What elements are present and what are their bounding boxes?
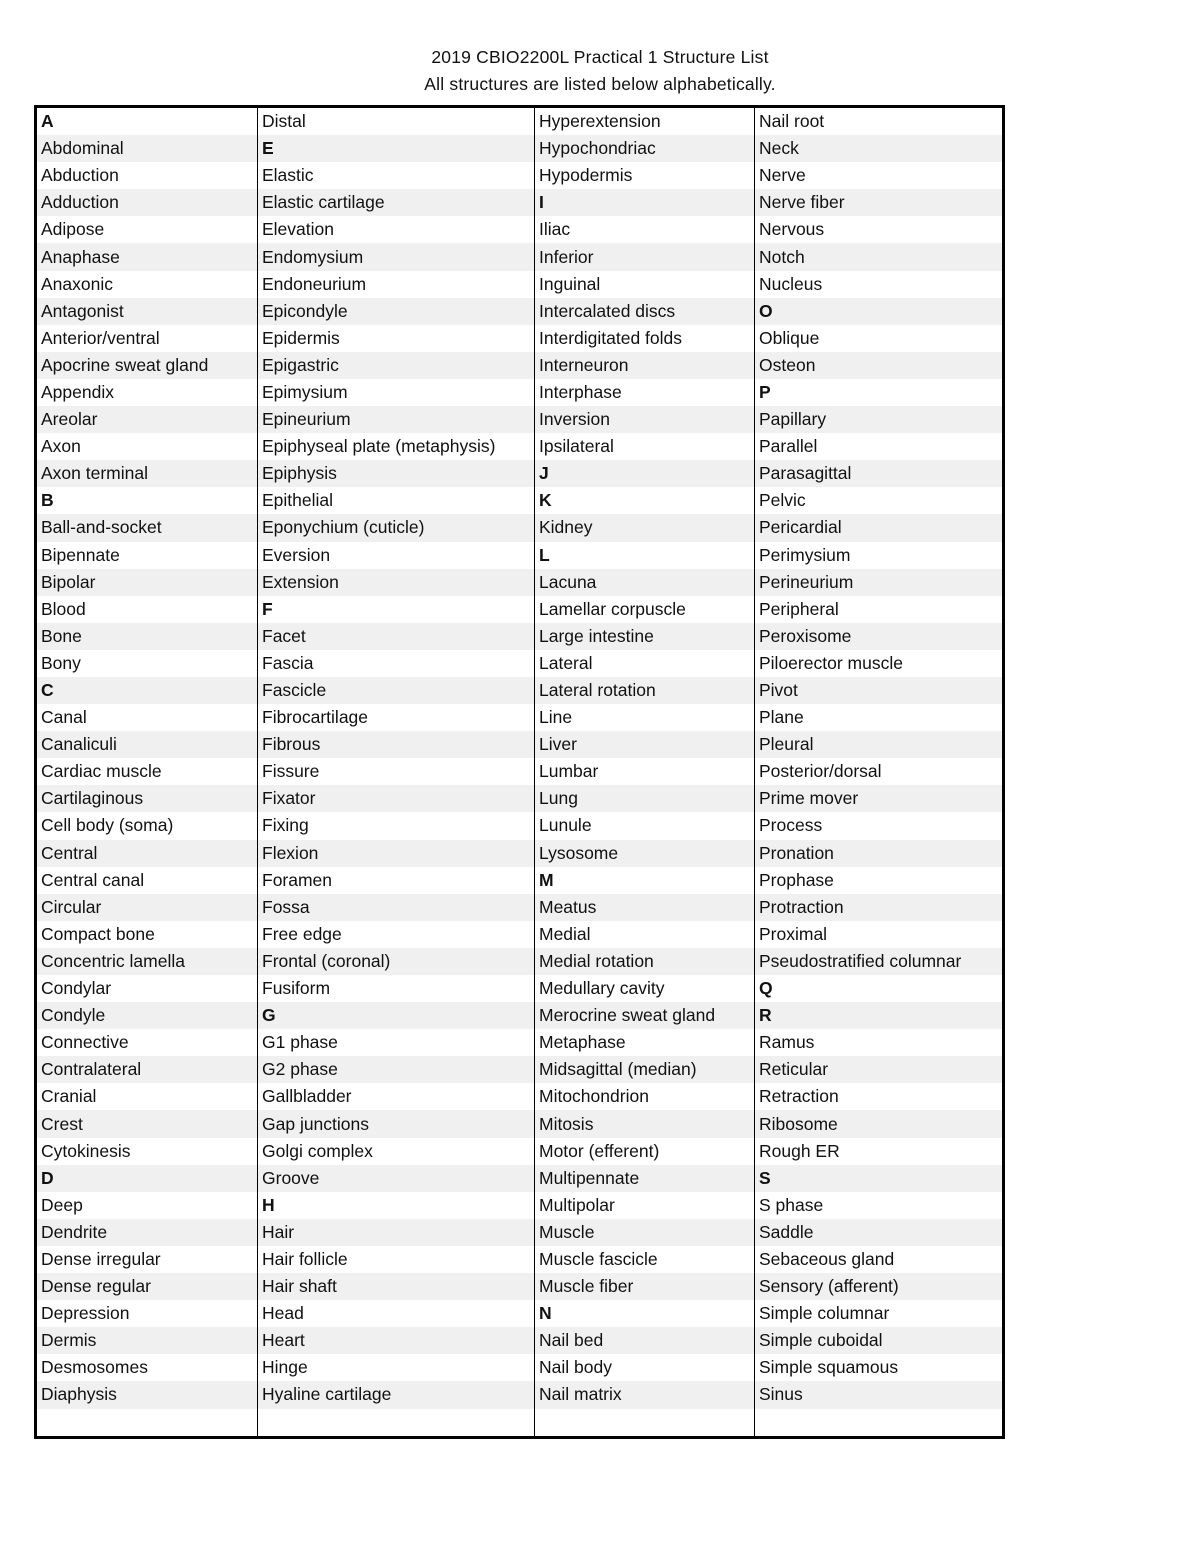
structure-cell xyxy=(755,1409,1004,1438)
structure-cell: Peroxisome xyxy=(755,623,1004,650)
structure-cell: Fusiform xyxy=(258,975,535,1002)
structure-cell: Protraction xyxy=(755,894,1004,921)
structure-cell: Osteon xyxy=(755,352,1004,379)
structure-cell: Kidney xyxy=(535,514,755,541)
table-row xyxy=(36,1409,1004,1438)
structure-cell: Piloerector muscle xyxy=(755,650,1004,677)
structure-cell: Condyle xyxy=(36,1002,258,1029)
table-row xyxy=(36,1327,1004,1354)
table-row xyxy=(36,514,1004,541)
structure-cell: Heart xyxy=(258,1327,535,1354)
structure-cell: Fibrocartilage xyxy=(258,704,535,731)
structure-cell: Pericardial xyxy=(755,514,1004,541)
structure-cell: Contralateral xyxy=(36,1056,258,1083)
structure-cell: Multipolar xyxy=(535,1192,755,1219)
table-row xyxy=(36,1083,1004,1110)
structure-cell: Ribosome xyxy=(755,1110,1004,1137)
structure-cell: Nail matrix xyxy=(535,1381,755,1408)
table-row xyxy=(36,677,1004,704)
structure-cell: Neck xyxy=(755,135,1004,162)
letter-heading-cell: H xyxy=(258,1192,535,1219)
letter-heading-cell: I xyxy=(535,189,755,216)
structure-cell: Mitochondrion xyxy=(535,1083,755,1110)
structure-cell: Sensory (afferent) xyxy=(755,1273,1004,1300)
structure-cell: Inversion xyxy=(535,406,755,433)
structure-cell: Epineurium xyxy=(258,406,535,433)
structure-cell: G2 phase xyxy=(258,1056,535,1083)
structure-cell: Appendix xyxy=(41,381,114,402)
structure-cell: Interdigitated folds xyxy=(535,325,755,352)
letter-heading-cell: B xyxy=(41,490,54,511)
structure-cell: Canaliculi xyxy=(36,731,258,758)
structure-cell: Lacuna xyxy=(535,569,755,596)
structure-cell: Epiphysis xyxy=(258,460,535,487)
structure-cell: Nail root xyxy=(755,107,1004,136)
structure-cell: Papillary xyxy=(755,406,1004,433)
structure-cell: Lamellar corpuscle xyxy=(535,596,755,623)
table-row xyxy=(36,758,1004,785)
structure-cell: Dendrite xyxy=(36,1219,258,1246)
structure-cell: Bone xyxy=(36,623,258,650)
structure-cell: Rough ER xyxy=(755,1138,1004,1165)
table-row xyxy=(36,812,1004,839)
structure-cell: Gallbladder xyxy=(258,1083,535,1110)
structure-cell: Cell body (soma) xyxy=(41,815,174,836)
structure-cell: Gap junctions xyxy=(258,1110,535,1137)
table-row xyxy=(36,379,1004,406)
table-row xyxy=(36,785,1004,812)
letter-heading-cell: E xyxy=(258,135,535,162)
structure-cell: Lunule xyxy=(535,812,755,839)
structure-cell: Adipose xyxy=(41,219,105,240)
structure-cell: Nail body xyxy=(535,1354,755,1381)
structure-cell: Golgi complex xyxy=(258,1138,535,1165)
structure-cell: Canal xyxy=(41,707,87,728)
structure-cell: Fascicle xyxy=(258,677,535,704)
table-row xyxy=(36,189,1004,216)
structure-cell: Hair xyxy=(258,1219,535,1246)
document-header xyxy=(0,44,1200,98)
structure-cell: Plane xyxy=(755,704,1004,731)
letter-heading-cell: R xyxy=(755,1002,1004,1029)
structure-cell: Diaphysis xyxy=(36,1381,258,1408)
structure-cell: Epigastric xyxy=(258,352,535,379)
structure-cell: Fixator xyxy=(258,785,535,812)
structure-cell: Ramus xyxy=(755,1029,1004,1056)
structure-cell: Nerve xyxy=(755,162,1004,189)
structure-cell: Abdominal xyxy=(36,135,258,162)
structure-cell: Pivot xyxy=(755,677,1004,704)
structure-cell: Saddle xyxy=(755,1219,1004,1246)
structure-cell: Desmosomes xyxy=(41,1357,148,1378)
structure-cell: Fixing xyxy=(258,812,535,839)
structure-cell: Medullary cavity xyxy=(535,975,755,1002)
letter-heading-cell: K xyxy=(535,487,755,514)
table-row xyxy=(36,704,1004,731)
structure-cell: Condylar xyxy=(41,978,112,999)
letter-heading-cell: A xyxy=(41,111,54,132)
structure-cell: Frontal (coronal) xyxy=(258,948,535,975)
structure-cell: Dense irregular xyxy=(41,1248,161,1269)
structure-cell: Fascia xyxy=(258,650,535,677)
structure-cell: Blood xyxy=(41,598,86,619)
structure-cell: Fossa xyxy=(258,894,535,921)
structure-cell: Compact bone xyxy=(41,923,155,944)
structure-cell: Lysosome xyxy=(535,840,755,867)
structure-cell: Ball-and-socket xyxy=(36,514,258,541)
table-row xyxy=(36,840,1004,867)
table-row xyxy=(36,243,1004,270)
table-row xyxy=(36,894,1004,921)
structure-cell: Metaphase xyxy=(535,1029,755,1056)
structure-cell: Hair shaft xyxy=(258,1273,535,1300)
structure-cell: Areolar xyxy=(36,406,258,433)
structure-cell: Nucleus xyxy=(755,271,1004,298)
structure-cell: Distal xyxy=(258,107,535,136)
structure-cell: Retraction xyxy=(755,1083,1004,1110)
structure-cell: Muscle fiber xyxy=(535,1273,755,1300)
structure-cell: Cranial xyxy=(41,1086,97,1107)
document-subtitle: All structures are listed below alphabetically. xyxy=(424,74,776,94)
structure-cell: Ipsilateral xyxy=(535,433,755,460)
structure-cell: Hypochondriac xyxy=(535,135,755,162)
structure-cell: Concentric lamella xyxy=(36,948,258,975)
letter-heading-cell: G xyxy=(258,1002,535,1029)
structure-cell: Process xyxy=(755,812,1004,839)
letter-heading-cell: P xyxy=(755,379,1004,406)
structure-cell: Hair follicle xyxy=(258,1246,535,1273)
structure-list-table xyxy=(34,105,1005,1439)
document-title: 2019 CBIO2200L Practical 1 Structure List xyxy=(431,47,769,67)
structure-cell: Axon terminal xyxy=(36,460,258,487)
structure-cell: Free edge xyxy=(258,921,535,948)
structure-cell: Groove xyxy=(258,1165,535,1192)
structure-cell: Hinge xyxy=(258,1354,535,1381)
structure-cell: Notch xyxy=(755,243,1004,270)
structure-cell: Endomysium xyxy=(258,243,535,270)
table-row xyxy=(36,460,1004,487)
structure-cell: Cardiac muscle xyxy=(41,761,162,782)
structure-cell: Intercalated discs xyxy=(535,298,755,325)
table-row xyxy=(36,325,1004,352)
table-row xyxy=(36,107,1004,136)
table-row xyxy=(36,1165,1004,1192)
letter-heading-cell: Q xyxy=(755,975,1004,1002)
structure-cell: Inferior xyxy=(535,243,755,270)
structure-cell: Interneuron xyxy=(535,352,755,379)
structure-cell: Oblique xyxy=(755,325,1004,352)
structure-cell: Lung xyxy=(535,785,755,812)
structure-cell: Central xyxy=(36,840,258,867)
letter-heading-cell: D xyxy=(36,1165,258,1192)
structure-cell: Muscle fascicle xyxy=(535,1246,755,1273)
structure-cell: Simple squamous xyxy=(755,1354,1004,1381)
structure-cell: Muscle xyxy=(535,1219,755,1246)
structure-cell: Parasagittal xyxy=(755,460,1004,487)
table-row xyxy=(36,216,1004,243)
structure-cell: Bony xyxy=(41,652,81,673)
structure-cell: Head xyxy=(258,1300,535,1327)
structure-cell: Medial rotation xyxy=(535,948,755,975)
table-row xyxy=(36,1246,1004,1273)
letter-heading-cell: L xyxy=(535,542,755,569)
structure-cell: Multipennate xyxy=(535,1165,755,1192)
table-row xyxy=(36,1354,1004,1381)
structure-cell: Interphase xyxy=(535,379,755,406)
structure-cell: Dermis xyxy=(36,1327,258,1354)
table-row xyxy=(36,1300,1004,1327)
table-row xyxy=(36,921,1004,948)
structure-cell: Eversion xyxy=(258,542,535,569)
structure-cell: Simple columnar xyxy=(755,1300,1004,1327)
table-row xyxy=(36,650,1004,677)
table-row xyxy=(36,1029,1004,1056)
table-row xyxy=(36,569,1004,596)
table-row xyxy=(36,867,1004,894)
structure-cell: Foramen xyxy=(258,867,535,894)
structure-cell: Anaphase xyxy=(36,243,258,270)
table-row xyxy=(36,406,1004,433)
structure-cell: Depression xyxy=(41,1303,130,1324)
table-row xyxy=(36,433,1004,460)
structure-cell: Extension xyxy=(258,569,535,596)
structure-cell: S phase xyxy=(755,1192,1004,1219)
structure-cell: Fibrous xyxy=(258,731,535,758)
structure-cell: Epiphyseal plate (metaphysis) xyxy=(258,433,535,460)
structure-cell: Epicondyle xyxy=(258,298,535,325)
table-row xyxy=(36,1002,1004,1029)
structure-cell: Perineurium xyxy=(755,569,1004,596)
structure-cell: Cytokinesis xyxy=(41,1140,131,1161)
structure-cell: Connective xyxy=(41,1032,129,1053)
table-row xyxy=(36,975,1004,1002)
structure-cell: Adduction xyxy=(36,189,258,216)
structure-cell: Abduction xyxy=(41,165,119,186)
structure-cell: Antagonist xyxy=(36,298,258,325)
structure-cell: Dense regular xyxy=(36,1273,258,1300)
structure-cell: Pleural xyxy=(755,731,1004,758)
table-row xyxy=(36,271,1004,298)
structure-cell: Epidermis xyxy=(258,325,535,352)
table-row xyxy=(36,352,1004,379)
structure-cell: Midsagittal (median) xyxy=(535,1056,755,1083)
table-row xyxy=(36,1273,1004,1300)
structure-cell: Crest xyxy=(36,1110,258,1137)
structure-cell: Prophase xyxy=(755,867,1004,894)
structure-cell: Medial xyxy=(535,921,755,948)
table-row xyxy=(36,623,1004,650)
structure-cell: Axon xyxy=(41,436,81,457)
structure-cell: Anaxonic xyxy=(41,273,113,294)
structure-cell: Peripheral xyxy=(755,596,1004,623)
table-row xyxy=(36,731,1004,758)
structure-cell: Facet xyxy=(258,623,535,650)
structure-cell: Sinus xyxy=(755,1381,1004,1408)
structure-cell: Bipolar xyxy=(36,569,258,596)
structure-cell: G1 phase xyxy=(258,1029,535,1056)
table-row xyxy=(36,1192,1004,1219)
structure-cell: Nervous xyxy=(755,216,1004,243)
structure-cell: Hyperextension xyxy=(535,107,755,136)
table-row xyxy=(36,596,1004,623)
structure-cell: Flexion xyxy=(258,840,535,867)
structure-cell xyxy=(258,1409,535,1438)
structure-cell: Bipennate xyxy=(41,544,120,565)
structure-cell: Apocrine sweat gland xyxy=(36,352,258,379)
structure-cell xyxy=(535,1409,755,1438)
structure-cell: Large intestine xyxy=(535,623,755,650)
letter-heading-cell: F xyxy=(258,596,535,623)
table-row xyxy=(36,542,1004,569)
structure-cell: Simple cuboidal xyxy=(755,1327,1004,1354)
structure-cell: Meatus xyxy=(535,894,755,921)
structure-cell: Merocrine sweat gland xyxy=(535,1002,755,1029)
structure-cell: Anterior/ventral xyxy=(41,327,160,348)
structure-cell: Circular xyxy=(36,894,258,921)
structure-cell: Hyaline cartilage xyxy=(258,1381,535,1408)
structure-cell: Liver xyxy=(535,731,755,758)
table-row xyxy=(36,162,1004,189)
table-row xyxy=(36,298,1004,325)
structure-list-body xyxy=(36,107,1004,1438)
table-row xyxy=(36,948,1004,975)
structure-cell xyxy=(36,1409,258,1438)
structure-cell: Central canal xyxy=(41,869,145,890)
letter-heading-cell: N xyxy=(535,1300,755,1327)
letter-heading-cell: S xyxy=(755,1165,1004,1192)
table-row xyxy=(36,1381,1004,1408)
structure-cell: Inguinal xyxy=(535,271,755,298)
structure-cell: Elastic cartilage xyxy=(258,189,535,216)
structure-cell: Epithelial xyxy=(258,487,535,514)
table-row xyxy=(36,1138,1004,1165)
structure-cell: Epimysium xyxy=(258,379,535,406)
structure-cell: Pseudostratified columnar xyxy=(755,948,1004,975)
structure-cell: Nail bed xyxy=(535,1327,755,1354)
structure-cell: Endoneurium xyxy=(258,271,535,298)
structure-cell: Proximal xyxy=(755,921,1004,948)
structure-cell: Prime mover xyxy=(755,785,1004,812)
table-row xyxy=(36,135,1004,162)
structure-cell: Motor (efferent) xyxy=(535,1138,755,1165)
table-row xyxy=(36,1110,1004,1137)
letter-heading-cell: C xyxy=(36,677,258,704)
letter-heading-cell: J xyxy=(535,460,755,487)
structure-cell: Pronation xyxy=(755,840,1004,867)
table-row xyxy=(36,1219,1004,1246)
structure-cell: Hypodermis xyxy=(535,162,755,189)
structure-cell: Sebaceous gland xyxy=(755,1246,1004,1273)
structure-cell: Parallel xyxy=(755,433,1004,460)
letter-heading-cell: O xyxy=(755,298,1004,325)
structure-cell: Lateral rotation xyxy=(535,677,755,704)
structure-cell: Elastic xyxy=(258,162,535,189)
structure-cell: Perimysium xyxy=(755,542,1004,569)
structure-cell: Mitosis xyxy=(535,1110,755,1137)
letter-heading-cell: M xyxy=(535,867,755,894)
structure-cell: Lumbar xyxy=(535,758,755,785)
structure-cell: Fissure xyxy=(258,758,535,785)
structure-cell: Reticular xyxy=(755,1056,1004,1083)
structure-cell: Elevation xyxy=(258,216,535,243)
table-row xyxy=(36,1056,1004,1083)
structure-cell: Pelvic xyxy=(755,487,1004,514)
structure-cell: Lateral xyxy=(535,650,755,677)
structure-cell: Posterior/dorsal xyxy=(755,758,1004,785)
structure-cell: Line xyxy=(535,704,755,731)
structure-cell: Iliac xyxy=(535,216,755,243)
structure-cell: Cartilaginous xyxy=(36,785,258,812)
table-row xyxy=(36,487,1004,514)
structure-cell: Eponychium (cuticle) xyxy=(258,514,535,541)
structure-cell: Deep xyxy=(41,1194,83,1215)
structure-cell: Nerve fiber xyxy=(755,189,1004,216)
